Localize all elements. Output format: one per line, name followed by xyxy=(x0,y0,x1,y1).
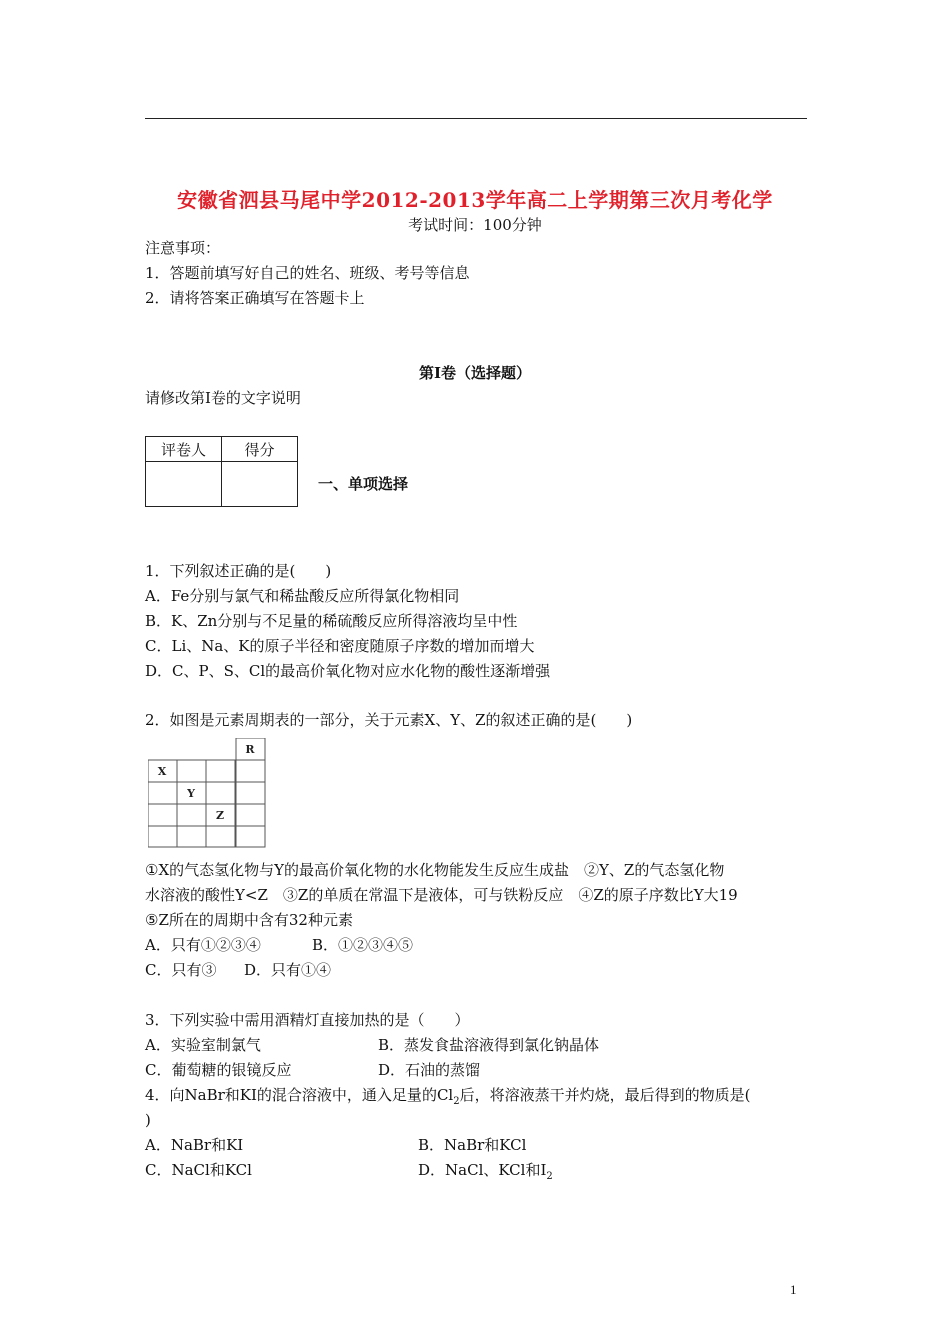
exam-title: 安徽省泗县马尾中学2012-2013学年高二上学期第三次月考化学 xyxy=(177,188,773,212)
score-cell xyxy=(222,462,298,507)
q4-option-d-main: D．NaCl、KCl和I xyxy=(418,1161,547,1179)
q4-stem xyxy=(145,1085,750,1112)
periodic-table-figure xyxy=(148,738,268,848)
q4-option-c: C．NaCl和KCl xyxy=(145,1161,252,1179)
q2-option-a: A．只有①②③④ xyxy=(145,936,261,954)
note-item-2: 2．请将答案正确填写在答题卡上 xyxy=(145,289,365,307)
q2-statement-3: ⑤Z所在的周期中含有32种元素 xyxy=(145,911,353,929)
label-z: Z xyxy=(215,809,225,822)
q4-option-b: B．NaBr和KCl xyxy=(418,1136,527,1154)
q2-statement-2: 水溶液的酸性Y<Z ③Z的单质在常温下是液体，可与铁粉反应 ④Z的原子序数比Y大19 xyxy=(145,886,738,904)
q3-option-c: C．葡萄糖的银镜反应 xyxy=(145,1061,292,1079)
q4-option-d xyxy=(418,1160,553,1187)
label-x: X xyxy=(157,765,167,778)
q2-option-d: D．只有①④ xyxy=(244,961,332,979)
section-heading: 第I卷（选择题） xyxy=(418,364,532,382)
score-table xyxy=(145,436,298,507)
header-rule xyxy=(145,118,807,119)
q3-stem: 3．下列实验中需用酒精灯直接加热的是（ ） xyxy=(145,1011,470,1029)
section-note: 请修改第I卷的文字说明 xyxy=(145,389,301,407)
q1-option-b: B．K、Zn分别与不足量的稀硫酸反应所得溶液均呈中性 xyxy=(145,612,518,630)
page-number: 1 xyxy=(790,1282,797,1297)
note-item-1: 1．答题前填写好自己的姓名、班级、考号等信息 xyxy=(145,264,470,282)
q3-option-a: A．实验室制氯气 xyxy=(145,1036,261,1054)
q4-stem-part2: 后，将溶液蒸干并灼烧，最后得到的物质是( xyxy=(459,1086,751,1104)
part-heading: 一、单项选择 xyxy=(318,475,409,493)
reviewer-label: 评卷人 xyxy=(146,437,222,462)
q3-option-b: B．蒸发食盐溶液得到氯化钠晶体 xyxy=(378,1036,600,1054)
label-r: R xyxy=(245,743,255,756)
q4-option-d-subscript: 2 xyxy=(546,1171,553,1182)
q1-option-d: D．C、P、S、Cl的最高价氧化物对应水化物的酸性逐渐增强 xyxy=(145,662,551,680)
q3-option-d: D．石油的蒸馏 xyxy=(378,1061,481,1079)
q4-stem-line2: ) xyxy=(145,1111,151,1129)
q1-stem: 1．下列叙述正确的是( ) xyxy=(145,562,332,580)
q2-stem: 2．如图是元素周期表的一部分，关于元素X、Y、Z的叙述正确的是( ) xyxy=(145,711,633,729)
q4-option-a: A．NaBr和KI xyxy=(145,1136,244,1154)
exam-time: 考试时间：100分钟 xyxy=(408,216,542,234)
reviewer-cell xyxy=(146,462,222,507)
score-label: 得分 xyxy=(222,437,298,462)
q1-option-a: A．Fe分别与氯气和稀盐酸反应所得氯化物相同 xyxy=(145,587,460,605)
notes-heading: 注意事项： xyxy=(145,239,221,257)
q2-option-c: C．只有③ xyxy=(145,961,217,979)
periodic-table-svg xyxy=(148,738,268,848)
q1-option-c: C．Li、Na、K的原子半径和密度随原子序数的增加而增大 xyxy=(145,637,535,655)
q2-option-b: B．①②③④⑤ xyxy=(312,936,414,954)
label-y: Y xyxy=(187,787,195,800)
q4-stem-subscript: 2 xyxy=(453,1096,460,1107)
q4-stem-part1: 4．向NaBr和KI的混合溶液中，通入足量的Cl xyxy=(145,1086,454,1104)
q2-statement-1: ①X的气态氢化物与Y的最高价氧化物的水化物能发生反应生成盐 ②Y、Z的气态氢化物 xyxy=(145,861,725,879)
